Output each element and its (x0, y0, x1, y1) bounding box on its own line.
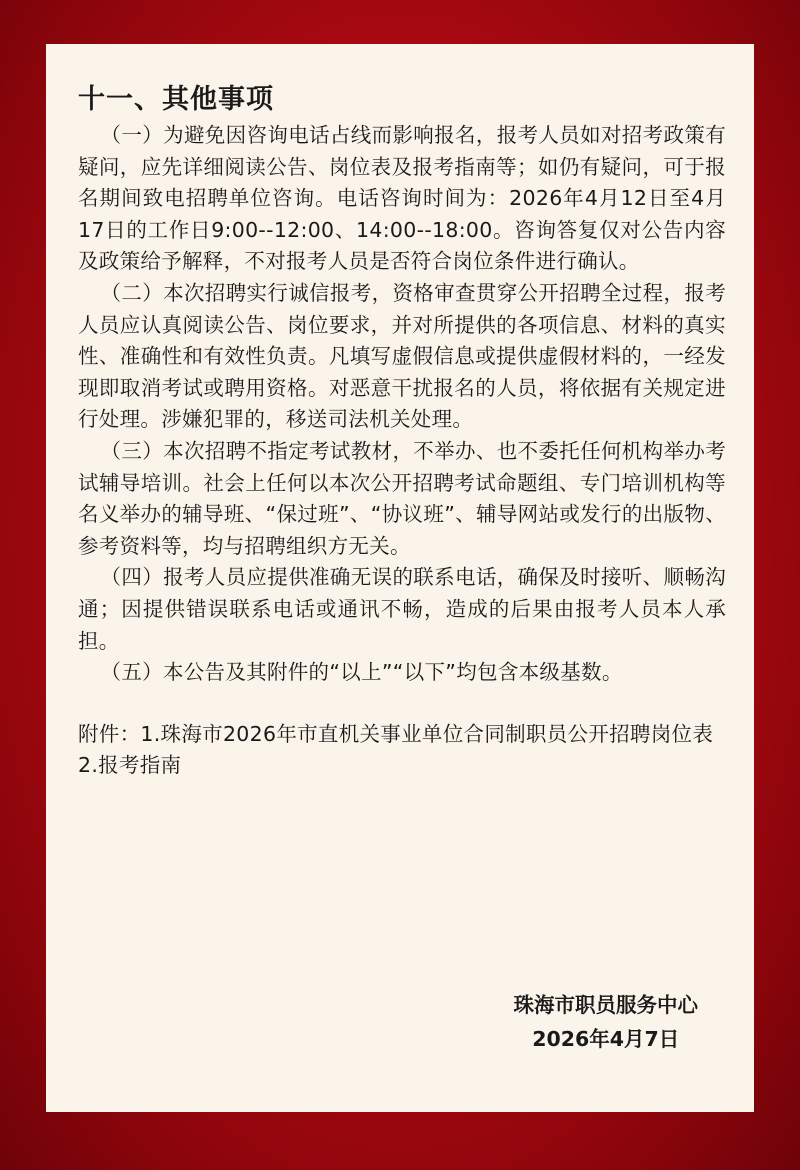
paragraph-2: （二）本次招聘实行诚信报考，资格审查贯穿公开招聘全过程，报考人员应认真阅读公告、岗位要求，并对所提供的各项信息、材料的真实性、准确性和有效性负责。凡填写虚假信息或提供虚假材料的，一经发现即取消考试或聘用资格。对恶意干扰报名的人员，将依据有关规定进行处理。涉嫌犯罪的，移送司法机关处理。 (78, 280, 726, 432)
paragraph-5: （五）本公告及其附件的“以上”“以下”均包含本级基数。 (100, 660, 623, 685)
paragraph-1: （一）为避免因咨询电话占线而影响报名，报考人员如对招考政策有疑问，应先详细阅读公告、岗位表及报考指南等；如仍有疑问，可于报名期间致电招聘单位咨询。电话咨询时间为：2026年4月12日至4月17日的工作日9:00--12:00、14:00--18:00。咨询答复仅对公告内容及政策给予解释，不对报考人员是否符合岗位条件进行确认。 (78, 123, 726, 274)
signature-date: 2026年4月7日 (532, 1027, 680, 1051)
signature-org: 珠海市职员服务中心 (513, 993, 698, 1017)
signature (514, 988, 699, 1056)
attachments (78, 719, 726, 782)
attachment-2: 2.报考指南 (78, 753, 182, 778)
paragraph-4: （四）报考人员应提供准确无误的联系电话，确保及时接听、顺畅沟通；因提供错误联系电话或通讯不畅，造成的后果由报考人员本人承担。 (78, 565, 726, 653)
section-title: 十一、其他事项 (78, 84, 274, 115)
notice-paper (46, 44, 754, 1112)
paragraph-3: （三）本次招聘不指定考试教材，不举办、也不委托任何机构举办考试辅导培训。社会上任何以本次公开招聘考试命题组、专门培训机构等名义举办的辅导班、“保过班”、“协议班”、辅导网站或发行的出版物、参考资料等，均与招聘组织方无关。 (78, 438, 726, 558)
attachment-1: 附件：1.珠海市2026年市直机关事业单位合同制职员公开招聘岗位表 (78, 721, 714, 746)
